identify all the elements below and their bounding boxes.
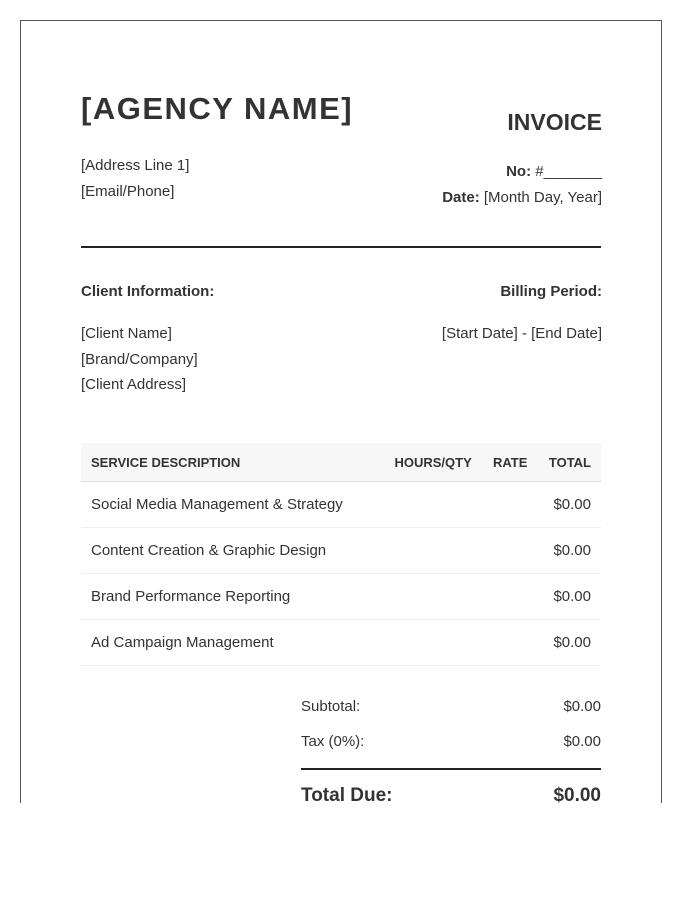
header-hours-qty: HOURS/QTY — [382, 443, 481, 482]
row-description: Social Media Management & Strategy — [81, 482, 382, 528]
header-total: TOTAL — [537, 443, 601, 482]
row-hours — [382, 528, 481, 574]
invoice-number-row — [442, 159, 602, 185]
billing-period-value: [Start Date] - [End Date] — [441, 325, 602, 342]
row-total: $0.00 — [537, 482, 601, 528]
row-rate — [482, 528, 538, 574]
row-rate — [482, 574, 538, 620]
row-hours — [382, 482, 481, 528]
table-row — [81, 574, 601, 620]
services-table — [81, 443, 601, 666]
row-rate — [482, 482, 538, 528]
row-description: Content Creation & Graphic Design — [81, 528, 382, 574]
row-total: $0.00 — [537, 574, 601, 620]
agency-address-line: [Address Line 1] — [81, 157, 190, 174]
client-name: [Client Name] — [81, 325, 172, 342]
total-due-label: Total Due: — [301, 785, 393, 803]
table-row — [81, 620, 601, 666]
total-due-row — [301, 776, 601, 803]
table-header-row — [81, 443, 601, 482]
totals-block — [301, 689, 601, 803]
row-total: $0.00 — [537, 620, 601, 666]
tax-label: Tax (0%): — [301, 733, 365, 750]
totals-divider — [301, 768, 601, 770]
row-description: Brand Performance Reporting — [81, 574, 382, 620]
billing-period-heading: Billing Period: — [500, 283, 602, 300]
invoice-date-row — [442, 185, 602, 211]
tax-value: $0.00 — [563, 733, 601, 750]
row-rate — [482, 620, 538, 666]
tax-row — [301, 724, 601, 759]
row-total: $0.00 — [537, 528, 601, 574]
agency-name: [AGENCY NAME] — [81, 91, 354, 126]
header-divider — [81, 246, 601, 248]
row-hours — [382, 574, 481, 620]
client-brand: [Brand/Company] — [81, 350, 198, 368]
invoice-meta — [442, 159, 602, 211]
subtotal-row — [301, 689, 601, 724]
invoice-number-label: No: — [506, 163, 532, 180]
table-row — [81, 528, 601, 574]
total-due-value: $0.00 — [553, 785, 601, 803]
subtotal-value: $0.00 — [563, 698, 601, 715]
invoice-title: INVOICE — [507, 109, 602, 135]
header-service-description: SERVICE DESCRIPTION — [81, 443, 382, 482]
agency-contact-block — [81, 153, 189, 205]
agency-contact: [Email/Phone] — [81, 183, 175, 200]
client-info-block — [81, 321, 198, 398]
subtotal-label: Subtotal: — [301, 698, 361, 715]
table-row — [81, 482, 601, 528]
invoice-date-value: [Month Day, Year] — [483, 189, 602, 206]
invoice-date-label: Date: — [442, 189, 480, 206]
client-address: [Client Address] — [81, 376, 187, 393]
header-rate: RATE — [482, 443, 538, 482]
client-info-heading: Client Information: — [81, 283, 215, 300]
invoice-document — [20, 20, 662, 803]
invoice-number-value: #_______ — [535, 163, 602, 180]
row-description: Ad Campaign Management — [81, 620, 382, 666]
row-hours — [382, 620, 481, 666]
